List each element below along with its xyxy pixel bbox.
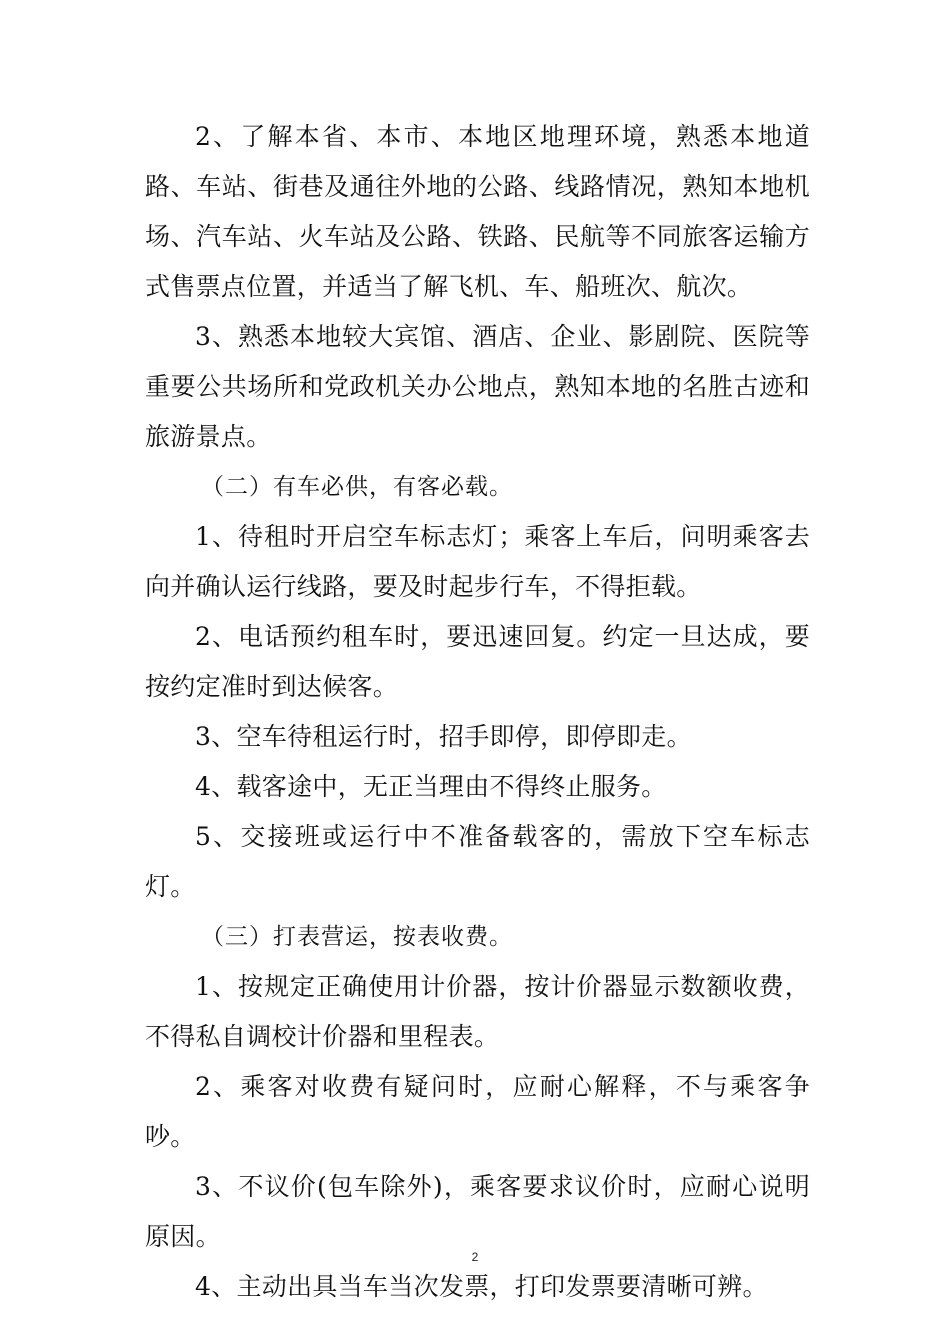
paragraph-item-4: 4、主动出具当车当次发票，打印发票要清晰可辨。 [195, 1272, 768, 1301]
paragraph-item-2: 2、乘客对收费有疑问时，应耐心解释，不与乘客争吵。 [145, 1072, 810, 1151]
paragraph-item-4: 4、载客途中，无正当理由不得终止服务。 [195, 772, 667, 801]
paragraph-item-2: 2、电话预约租车时，要迅速回复。约定一旦达成，要按约定准时到达候客。 [145, 622, 810, 701]
page-number: 2 [471, 1250, 479, 1264]
paragraph-item-3: 3、熟悉本地较大宾馆、酒店、企业、影剧院、医院等重要公共场所和党政机关办公地点，熟知本地的名胜古迹和旅游景点。 [145, 322, 810, 451]
paragraph-item-2: 2、了解本省、本市、本地区地理环境，熟悉本地道路、车站、街巷及通往外地的公路、线路情况，熟知本地机场、汽车站、火车站及公路、铁路、民航等不同旅客运输方式售票点位置，并适当了解飞机、车、船班次、航次。 [145, 122, 810, 301]
section-heading-2: （二）有车必供，有客必载。 [201, 474, 513, 500]
paragraph-item-3: 3、空车待租运行时，招手即停，即停即走。 [195, 722, 692, 751]
paragraph-item-3: 3、不议价(包车除外)，乘客要求议价时，应耐心说明原因。 [145, 1172, 810, 1251]
paragraph-item-5: 5、交接班或运行中不准备载客的，需放下空车标志灯。 [145, 822, 810, 901]
paragraph-item-1: 1、待租时开启空车标志灯；乘客上车后，问明乘客去向并确认运行线路，要及时起步行车，不得拒载。 [145, 522, 810, 601]
body-text [145, 112, 810, 1312]
section-heading-3: （三）打表营运，按表收费。 [201, 924, 513, 950]
paragraph-item-1: 1、按规定正确使用计价器，按计价器显示数额收费，不得私自调校计价器和里程表。 [145, 972, 810, 1051]
